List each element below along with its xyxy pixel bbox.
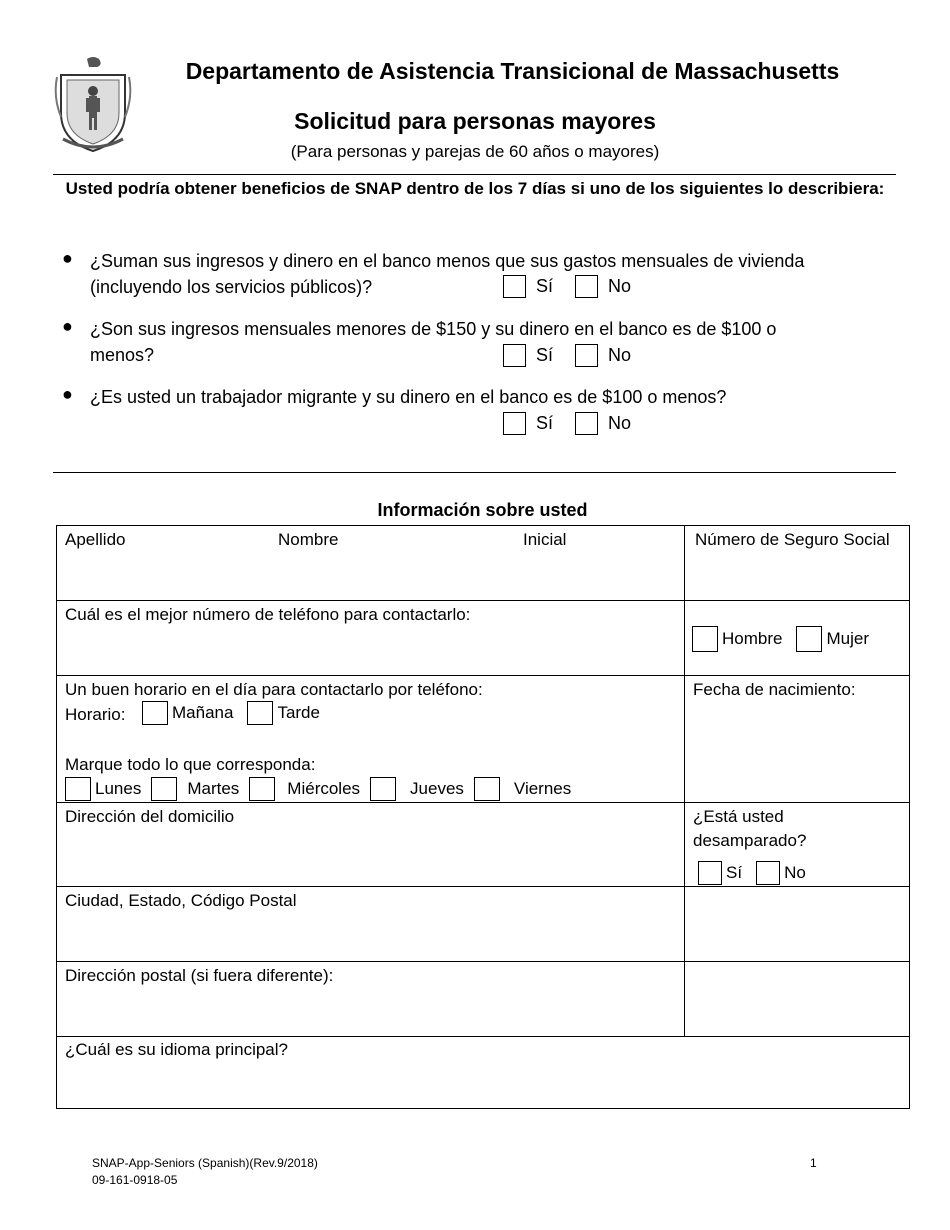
question-3-yes-checkbox[interactable] — [503, 412, 526, 435]
city-state-zip-field[interactable]: Ciudad, Estado, Código Postal — [65, 891, 297, 910]
afternoon-label: Tarde — [277, 703, 320, 722]
intro-text: Usted podría obtener beneficios de SNAP dentro de los 7 días si uno de los siguientes lo describiera: — [65, 179, 885, 198]
homeless-options — [698, 861, 806, 885]
yes-label: Sí — [536, 345, 554, 365]
wednesday-checkbox[interactable] — [249, 777, 275, 801]
question-1 — [90, 248, 890, 300]
question-1-line-1: ¿Suman sus ingresos y dinero en el banco menos que sus gastos mensuales de vivienda — [90, 251, 805, 271]
no-label: No — [608, 276, 632, 296]
tuesday-checkbox[interactable] — [151, 777, 177, 801]
question-1-line-2: (incluyendo los servicios públicos)? — [90, 277, 373, 297]
afternoon-checkbox[interactable] — [247, 701, 273, 725]
personal-info-table — [56, 525, 910, 1109]
male-checkbox[interactable] — [692, 626, 718, 652]
question-1-answer — [503, 275, 631, 298]
homeless-yes-checkbox[interactable] — [698, 861, 722, 885]
bullet-3: ● — [62, 384, 73, 404]
question-2-yes-checkbox[interactable] — [503, 344, 526, 367]
question-2-line-1: ¿Son sus ingresos mensuales menores de $150 y su dinero en el banco es de $100 o — [90, 319, 777, 339]
no-label: No — [608, 413, 632, 433]
homeless-no-checkbox[interactable] — [756, 861, 780, 885]
friday-checkbox[interactable] — [474, 777, 500, 801]
homeless-question-line-2: desamparado? — [693, 831, 807, 850]
primary-language-field[interactable]: ¿Cuál es su idioma principal? — [65, 1040, 288, 1059]
question-3-no-checkbox[interactable] — [575, 412, 598, 435]
bullet-2: ● — [62, 316, 73, 336]
monday-label: Lunes — [95, 779, 142, 798]
ssn-field[interactable]: Número de Seguro Social — [695, 530, 890, 549]
bullet-1: ● — [62, 248, 73, 268]
male-label: Hombre — [722, 629, 783, 648]
initial-field[interactable]: Inicial — [523, 530, 567, 549]
page-number: 1 — [810, 1156, 817, 1170]
schedule-label: Horario: — [65, 705, 126, 724]
form-number: 09-161-0918-05 — [92, 1173, 178, 1187]
mailing-address-field[interactable]: Dirección postal (si fuera diferente): — [65, 966, 334, 985]
question-3-answer — [503, 412, 631, 435]
yes-label: Sí — [726, 863, 743, 882]
morning-checkbox[interactable] — [142, 701, 168, 725]
question-3-line-1: ¿Es usted un trabajador migrante y su dinero en el banco es de $100 o menos? — [90, 387, 727, 407]
form-subtitle: (Para personas y parejas de 60 años o mayores) — [290, 142, 660, 161]
question-2-no-checkbox[interactable] — [575, 344, 598, 367]
thursday-label: Jueves — [410, 779, 464, 798]
form-title: Solicitud para personas mayores — [294, 108, 656, 134]
top-divider — [53, 174, 896, 175]
contact-time-label: Un buen horario en el día para contactarlo por teléfono: — [65, 680, 483, 699]
home-address-field[interactable]: Dirección del domicilio — [65, 807, 235, 826]
gender-options — [692, 626, 869, 652]
female-checkbox[interactable] — [796, 626, 822, 652]
question-2-answer — [503, 344, 631, 367]
schedule-options — [142, 701, 320, 725]
check-all-label: Marque todo lo que corresponda: — [65, 755, 316, 774]
tuesday-label: Martes — [187, 779, 240, 798]
question-2-line-2: menos? — [90, 345, 155, 365]
last-name-field[interactable]: Apellido — [65, 530, 126, 549]
question-1-no-checkbox[interactable] — [575, 275, 598, 298]
female-label: Mujer — [826, 629, 869, 648]
no-label: No — [784, 863, 806, 882]
yes-label: Sí — [536, 413, 554, 433]
no-label: No — [608, 345, 632, 365]
monday-checkbox[interactable] — [65, 777, 91, 801]
form-code: SNAP-App-Seniors (Spanish)(Rev.9/2018) — [92, 1156, 318, 1170]
massachusetts-seal — [53, 53, 133, 153]
question-3 — [90, 384, 890, 410]
wednesday-label: Miércoles — [287, 779, 361, 798]
middle-divider — [53, 472, 896, 473]
homeless-question-line-1: ¿Está usted — [693, 807, 784, 826]
section-title: Información sobre usted — [377, 500, 588, 520]
question-2 — [90, 316, 890, 368]
phone-field[interactable]: Cuál es el mejor número de teléfono para contactarlo: — [65, 605, 471, 624]
friday-label: Viernes — [513, 779, 572, 798]
birth-date-field[interactable]: Fecha de nacimiento: — [693, 680, 856, 699]
question-1-yes-checkbox[interactable] — [503, 275, 526, 298]
yes-label: Sí — [536, 276, 554, 296]
morning-label: Mañana — [172, 703, 234, 722]
weekday-options — [65, 777, 571, 801]
first-name-field[interactable]: Nombre — [278, 530, 339, 549]
thursday-checkbox[interactable] — [370, 777, 396, 801]
department-title: Departamento de Asistencia Transicional de Massachusetts — [185, 58, 840, 84]
